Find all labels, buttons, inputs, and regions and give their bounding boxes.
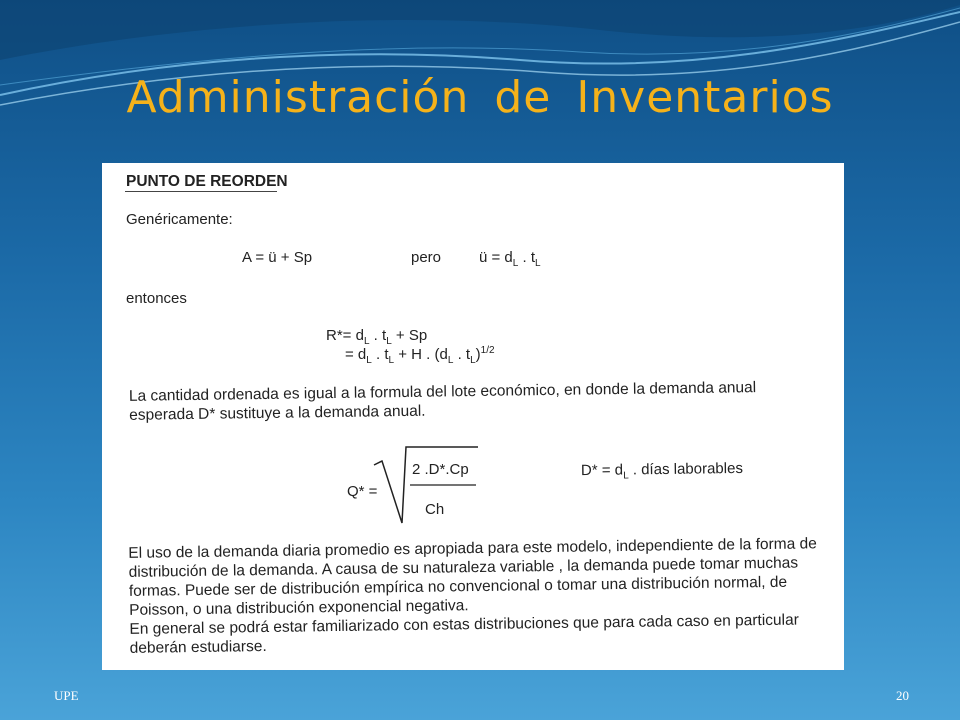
formula-r-line1: $R*= d_L$ . $t_L + Sp$ xyxy=(326,327,428,347)
pero-label: pero xyxy=(411,249,442,266)
formula-u: ü = $d_L$ . $t_L$ xyxy=(479,249,541,269)
section-heading: PUNTO DE REORDEN xyxy=(126,173,288,190)
q-denominator: Ch xyxy=(425,501,445,518)
q-numerator: 2 .D*.Cp xyxy=(412,461,469,478)
formula-r-line2: = $d_L$ . $t_L + H$ . ($d_L$ . $t_L)^{1/2}$ xyxy=(345,345,495,366)
paragraph-eoq: La cantidad ordenada es igual a la formula del lote económico, en donde la demanda anual esperada D* sustituye a la demanda anual. xyxy=(128,379,757,424)
q-label: Q* = xyxy=(347,483,378,500)
entonces-label: entonces xyxy=(126,290,187,307)
formula-a: A = ü + Sp xyxy=(242,249,313,266)
heading-underline xyxy=(125,191,277,192)
footer-label: UPE xyxy=(54,688,79,703)
slide-number: 20 xyxy=(896,688,909,703)
scanned-document xyxy=(102,163,844,670)
formula-d-star: $D* = d_L$ . días laborables xyxy=(580,459,744,482)
slide-title: Administración de Inventarios xyxy=(126,72,834,123)
paragraph-demand: El uso de la demanda diaria promedio es apropiada para este modelo, independiente de la forma de distribución de la demanda. A causa de su naturaleza variable , la demanda puede tomar muchas formas. Puede ser de distribución empírica no convencional o tomar una distribución normal, de Poisson, o una distribución exponencial negativa. En general se podrá estar familiarizado con estas distribuciones que para cada caso en particular deberán estudiarse. xyxy=(128,535,817,657)
generic-label: Genéricamente: xyxy=(126,211,233,228)
